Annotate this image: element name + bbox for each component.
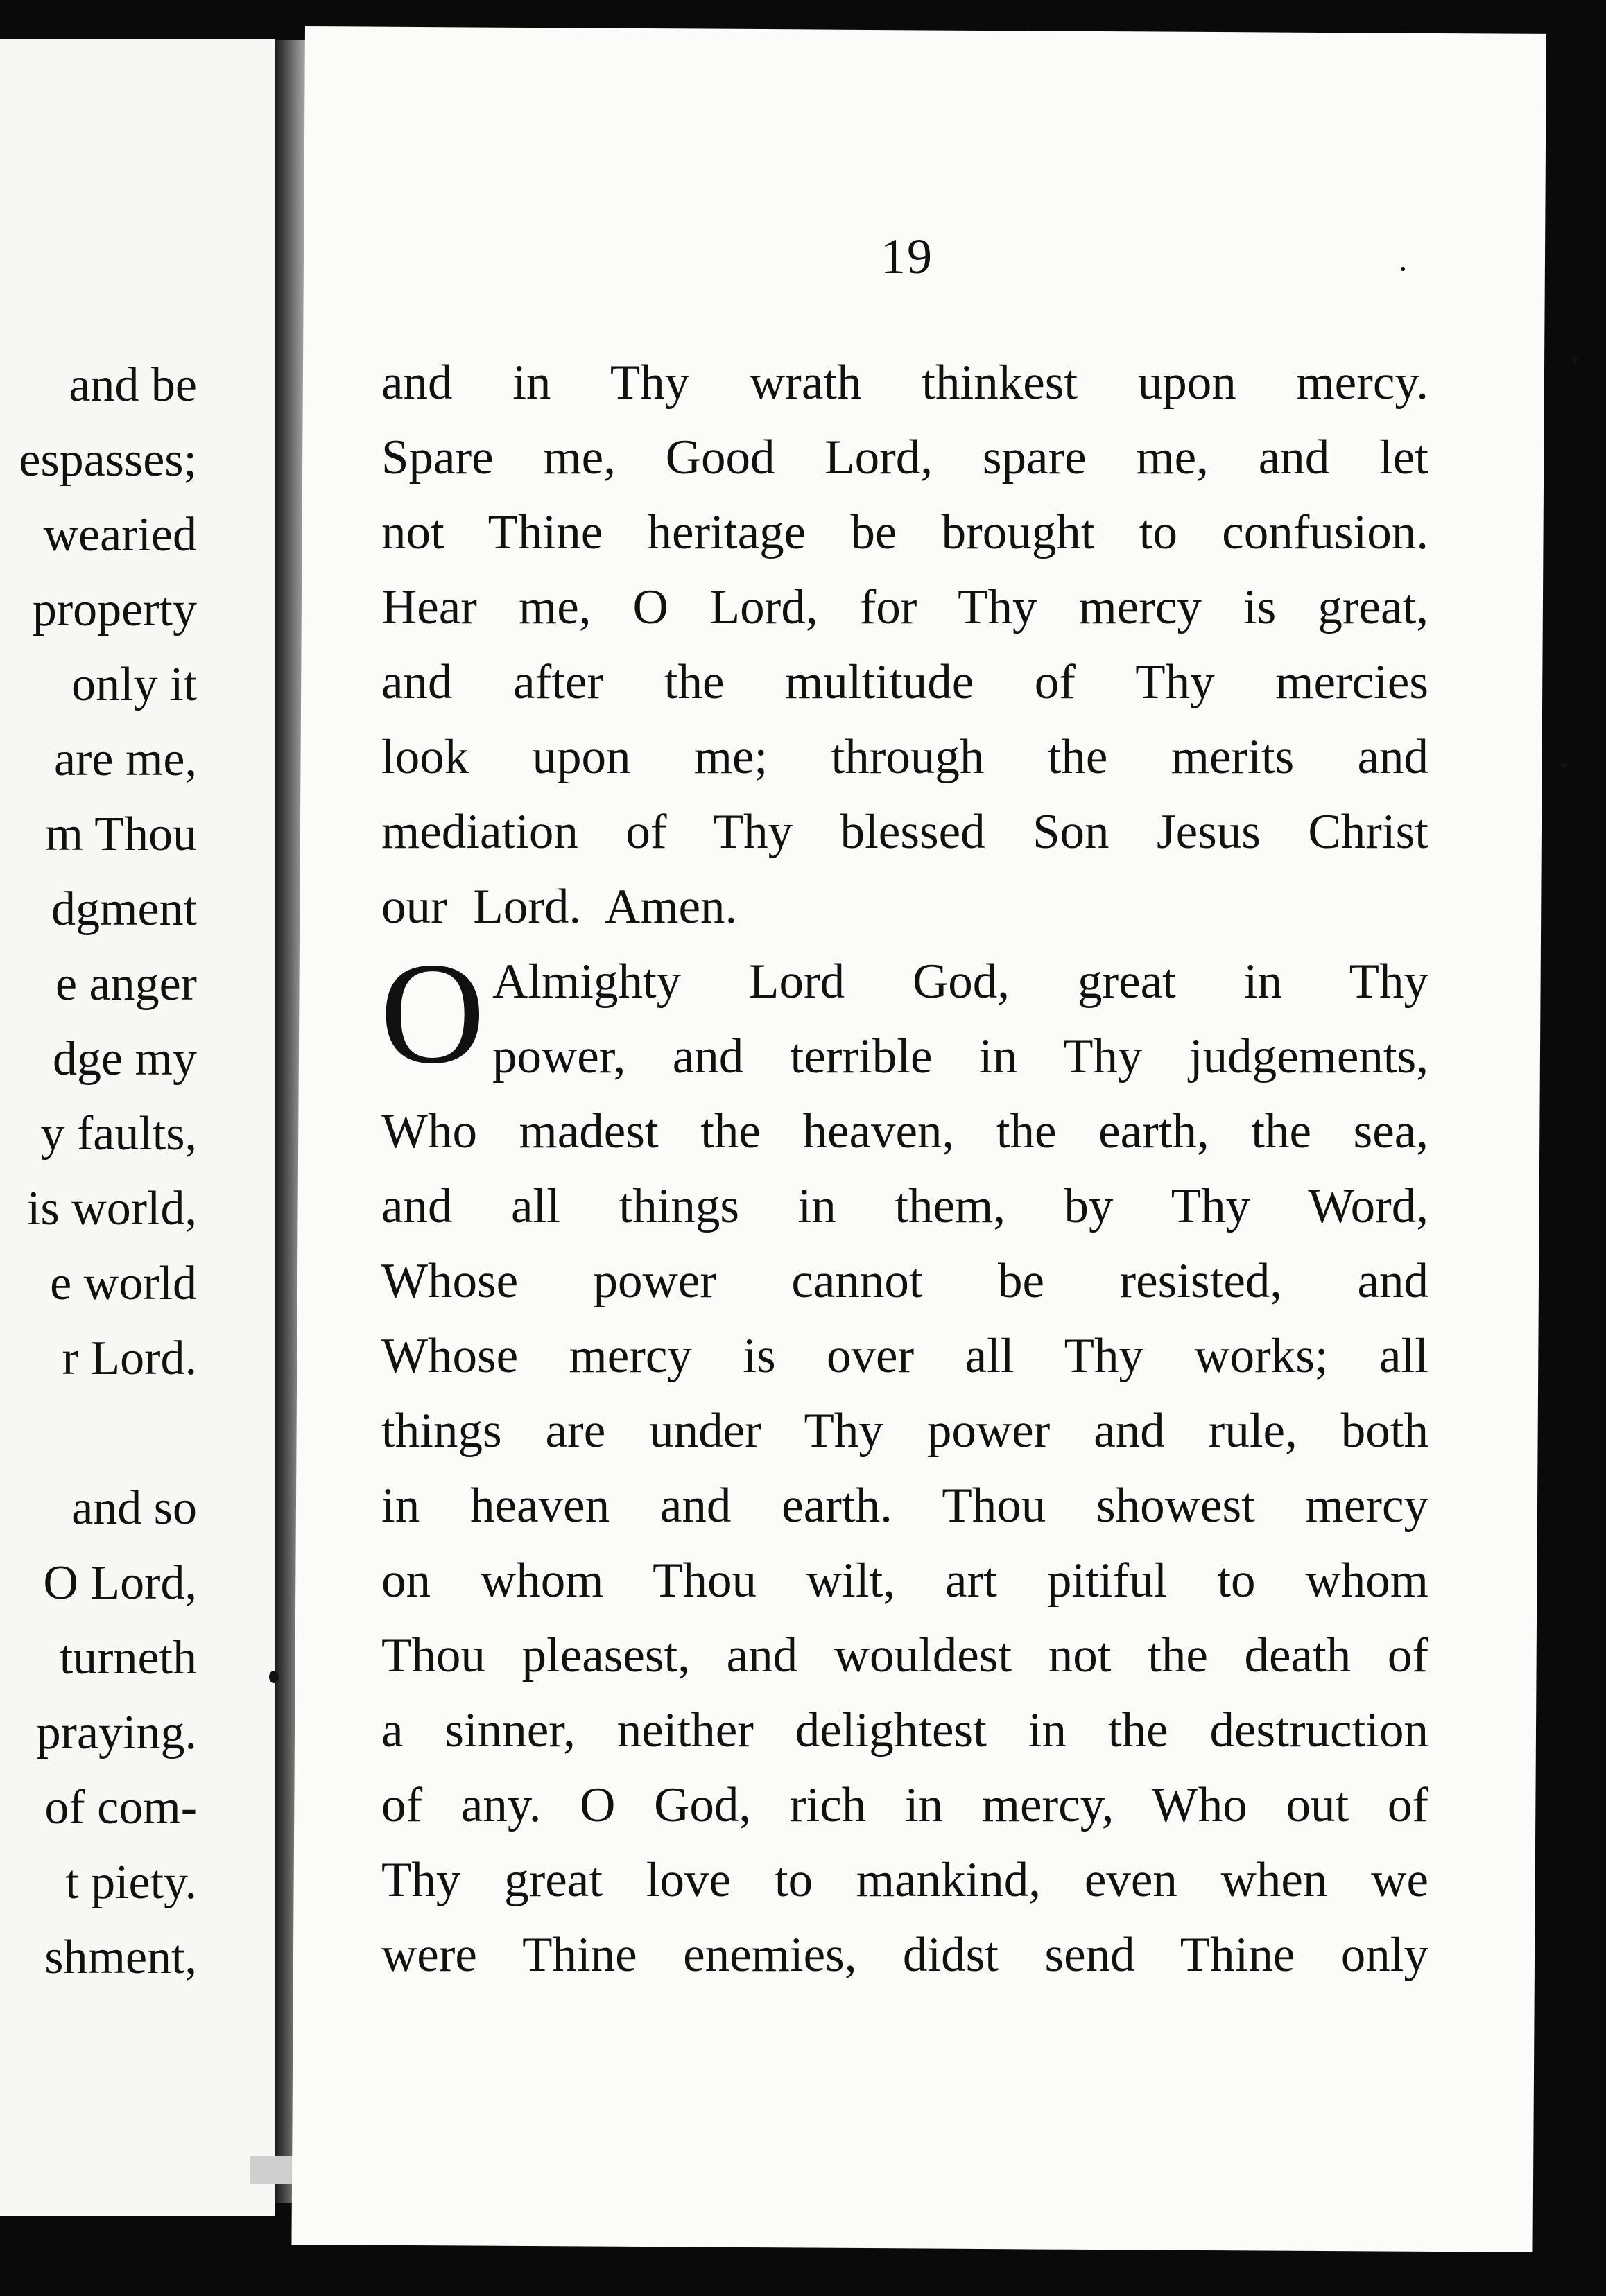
page-number: 19 (881, 229, 933, 284)
text-line: on whom Thou wilt, art pitiful to whom (381, 1554, 1428, 1608)
drop-cap: O (380, 933, 485, 1094)
text-line: Whose mercy is over all Thy works; all (381, 1329, 1428, 1383)
text-line: Spare me, Good Lord, spare me, and let (381, 430, 1428, 485)
left-line: O Lord, (43, 1556, 197, 1610)
left-line: e anger (55, 957, 197, 1011)
left-line: t piety. (65, 1856, 197, 1909)
text-line: our Lord. Amen. (381, 880, 738, 934)
text-line: Who madest the heaven, the earth, the sea, (381, 1104, 1428, 1158)
left-line: dge my (52, 1032, 197, 1086)
text-line: of any. O God, rich in mercy, Who out of (381, 1778, 1428, 1832)
left-line: and so (71, 1481, 197, 1535)
text-line: and in Thy wrath thinkest upon mercy. (381, 356, 1428, 410)
left-line: and be (69, 358, 197, 412)
left-line: only it (71, 658, 197, 711)
text-line: in heaven and earth. Thou showest mercy (381, 1479, 1428, 1533)
text-line: Hear me, O Lord, for Thy mercy is great, (381, 580, 1428, 634)
left-line: praying. (36, 1706, 197, 1759)
left-line: is world, (27, 1182, 197, 1235)
left-line: turneth (59, 1631, 197, 1685)
text-line: things are under Thy power and rule, both (381, 1404, 1428, 1458)
text-line: mediation of Thy blessed Son Jesus Christ (381, 805, 1428, 859)
text-line: look upon me; through the merits and (381, 730, 1428, 784)
dust-speck (1573, 357, 1578, 363)
left-line: property (32, 583, 197, 636)
left-line: r Lord. (62, 1332, 197, 1385)
left-line: e world (50, 1257, 197, 1310)
dust-speck (1560, 763, 1567, 768)
text-line: and all things in them, by Thy Word, (381, 1179, 1428, 1233)
text-line: power, and terrible in Thy judgements, (492, 1029, 1428, 1084)
left-line: dgment (51, 882, 197, 936)
text-line: a sinner, neither delightest in the destruction (381, 1703, 1428, 1757)
left-line: are me, (54, 733, 197, 786)
text-line: Thy great love to mankind, even when we (381, 1853, 1428, 1907)
left-line: espasses; (19, 433, 197, 487)
text-line: Whose power cannot be resisted, and (381, 1254, 1428, 1308)
text-line: were Thine enemies, didst send Thine only (381, 1928, 1428, 1982)
dust-speck (269, 1671, 279, 1683)
left-line: m Thou (45, 808, 197, 861)
left-page (0, 39, 275, 2216)
text-line: and after the multitude of Thy mercies (381, 655, 1428, 709)
text-line: Thou pleasest, and wouldest not the death of (381, 1628, 1428, 1682)
dust-speck (1401, 267, 1405, 271)
left-line: y faults, (40, 1107, 197, 1160)
left-line: wearied (43, 508, 197, 562)
text-line: Almighty Lord God, great in Thy (492, 955, 1428, 1009)
left-line: shment, (44, 1931, 197, 1984)
text-line: not Thine heritage be brought to confusion. (381, 505, 1428, 559)
left-line: of com- (44, 1781, 197, 1834)
